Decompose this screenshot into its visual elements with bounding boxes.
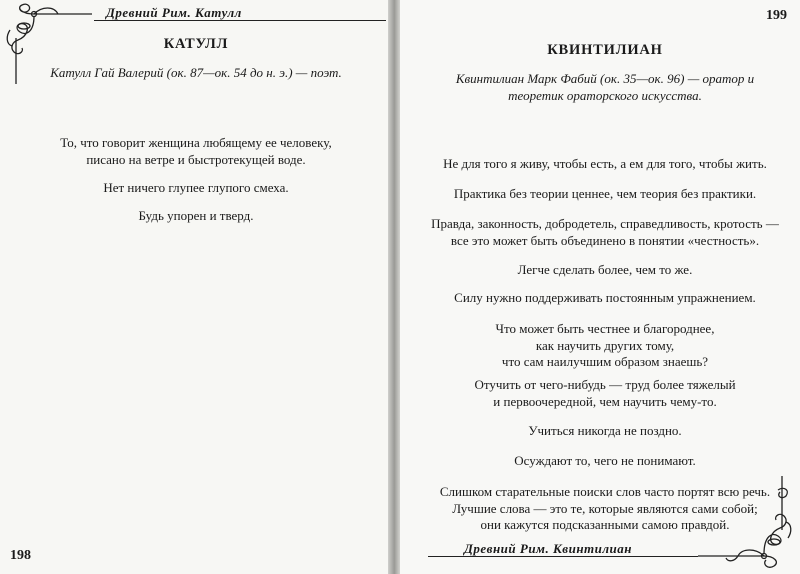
quote-line: Отучить от чего-нибудь — труд более тяжелый: [474, 377, 736, 392]
quote-line: То, что говорит женщина любящему ее человеку,: [60, 135, 332, 150]
author-description-line: теоретик ораторского искусства.: [508, 88, 702, 103]
quote: [0, 180, 392, 197]
header-rule: [94, 20, 386, 21]
quote-line: как научить других тому,: [535, 337, 675, 353]
author-description-line: Квинтилиан Марк Фабий (ок. 35—ок. 96) — оратор и: [455, 71, 755, 86]
author-description: [400, 70, 800, 104]
quote-line: Нет ничего глупее глупого смеха.: [103, 180, 289, 195]
quote-line: Будь упорен и тверд.: [138, 208, 254, 223]
quote-line: Легче сделать более, чем то же.: [517, 262, 693, 277]
left-page: [0, 0, 392, 574]
quote: [400, 377, 800, 410]
section-title: КВИНТИЛИАН: [547, 42, 663, 58]
bottom-right-corner-ornament: [698, 472, 798, 572]
quote: [400, 423, 800, 440]
author-description: Катулл Гай Валерий (ок. 87—ок. 54 до н. э.) — поэт.: [50, 65, 342, 80]
section-title: КАТУЛЛ: [163, 36, 229, 52]
quote-line: Не для того я живу, чтобы есть, а ем для того, чтобы жить.: [443, 156, 767, 171]
quote-line: Силу нужно поддерживать постоянным упражнением.: [454, 290, 756, 305]
quote-line: писано на ветре и быстротекущей воде.: [86, 151, 306, 167]
quote-line: Осуждают то, чего не понимают.: [514, 453, 696, 468]
quote: [400, 216, 800, 249]
running-footer: Древний Рим. Квинтилиан: [464, 541, 632, 556]
quote-line: и первоочередной, чем научить чему-то.: [493, 393, 717, 409]
quote: [0, 135, 392, 168]
quote-line: Что может быть честнее и благороднее,: [495, 321, 715, 336]
right-page: [400, 0, 800, 574]
quote: [400, 262, 800, 279]
quote-line: что сам наилучшим образом знаешь?: [501, 354, 709, 369]
quote: [400, 156, 800, 173]
quote-line: Практика без теории ценнее, чем теория без практики.: [453, 186, 757, 201]
quote-line: все это может быть объединено в понятии «честность».: [450, 232, 760, 248]
page-number: 199: [766, 8, 787, 23]
page-number: 198: [10, 548, 31, 563]
quote: [400, 321, 800, 371]
quote: [400, 186, 800, 203]
quote-line: Слишком старательные поиски слов часто портят всю речь.: [439, 484, 771, 499]
quote-line: Учиться никогда не поздно.: [528, 423, 682, 438]
quote-line: Лучшие слова — это те, которые являются сами собой;: [452, 500, 758, 516]
quote-line: они кажутся подсказанными самою правдой.: [480, 517, 730, 532]
running-header: Древний Рим. Катулл: [106, 5, 242, 20]
quote: [400, 290, 800, 307]
quote: [400, 453, 800, 470]
quote: [0, 208, 392, 225]
quote-line: Правда, законность, добродетель, справедливость, кротость —: [431, 216, 779, 231]
